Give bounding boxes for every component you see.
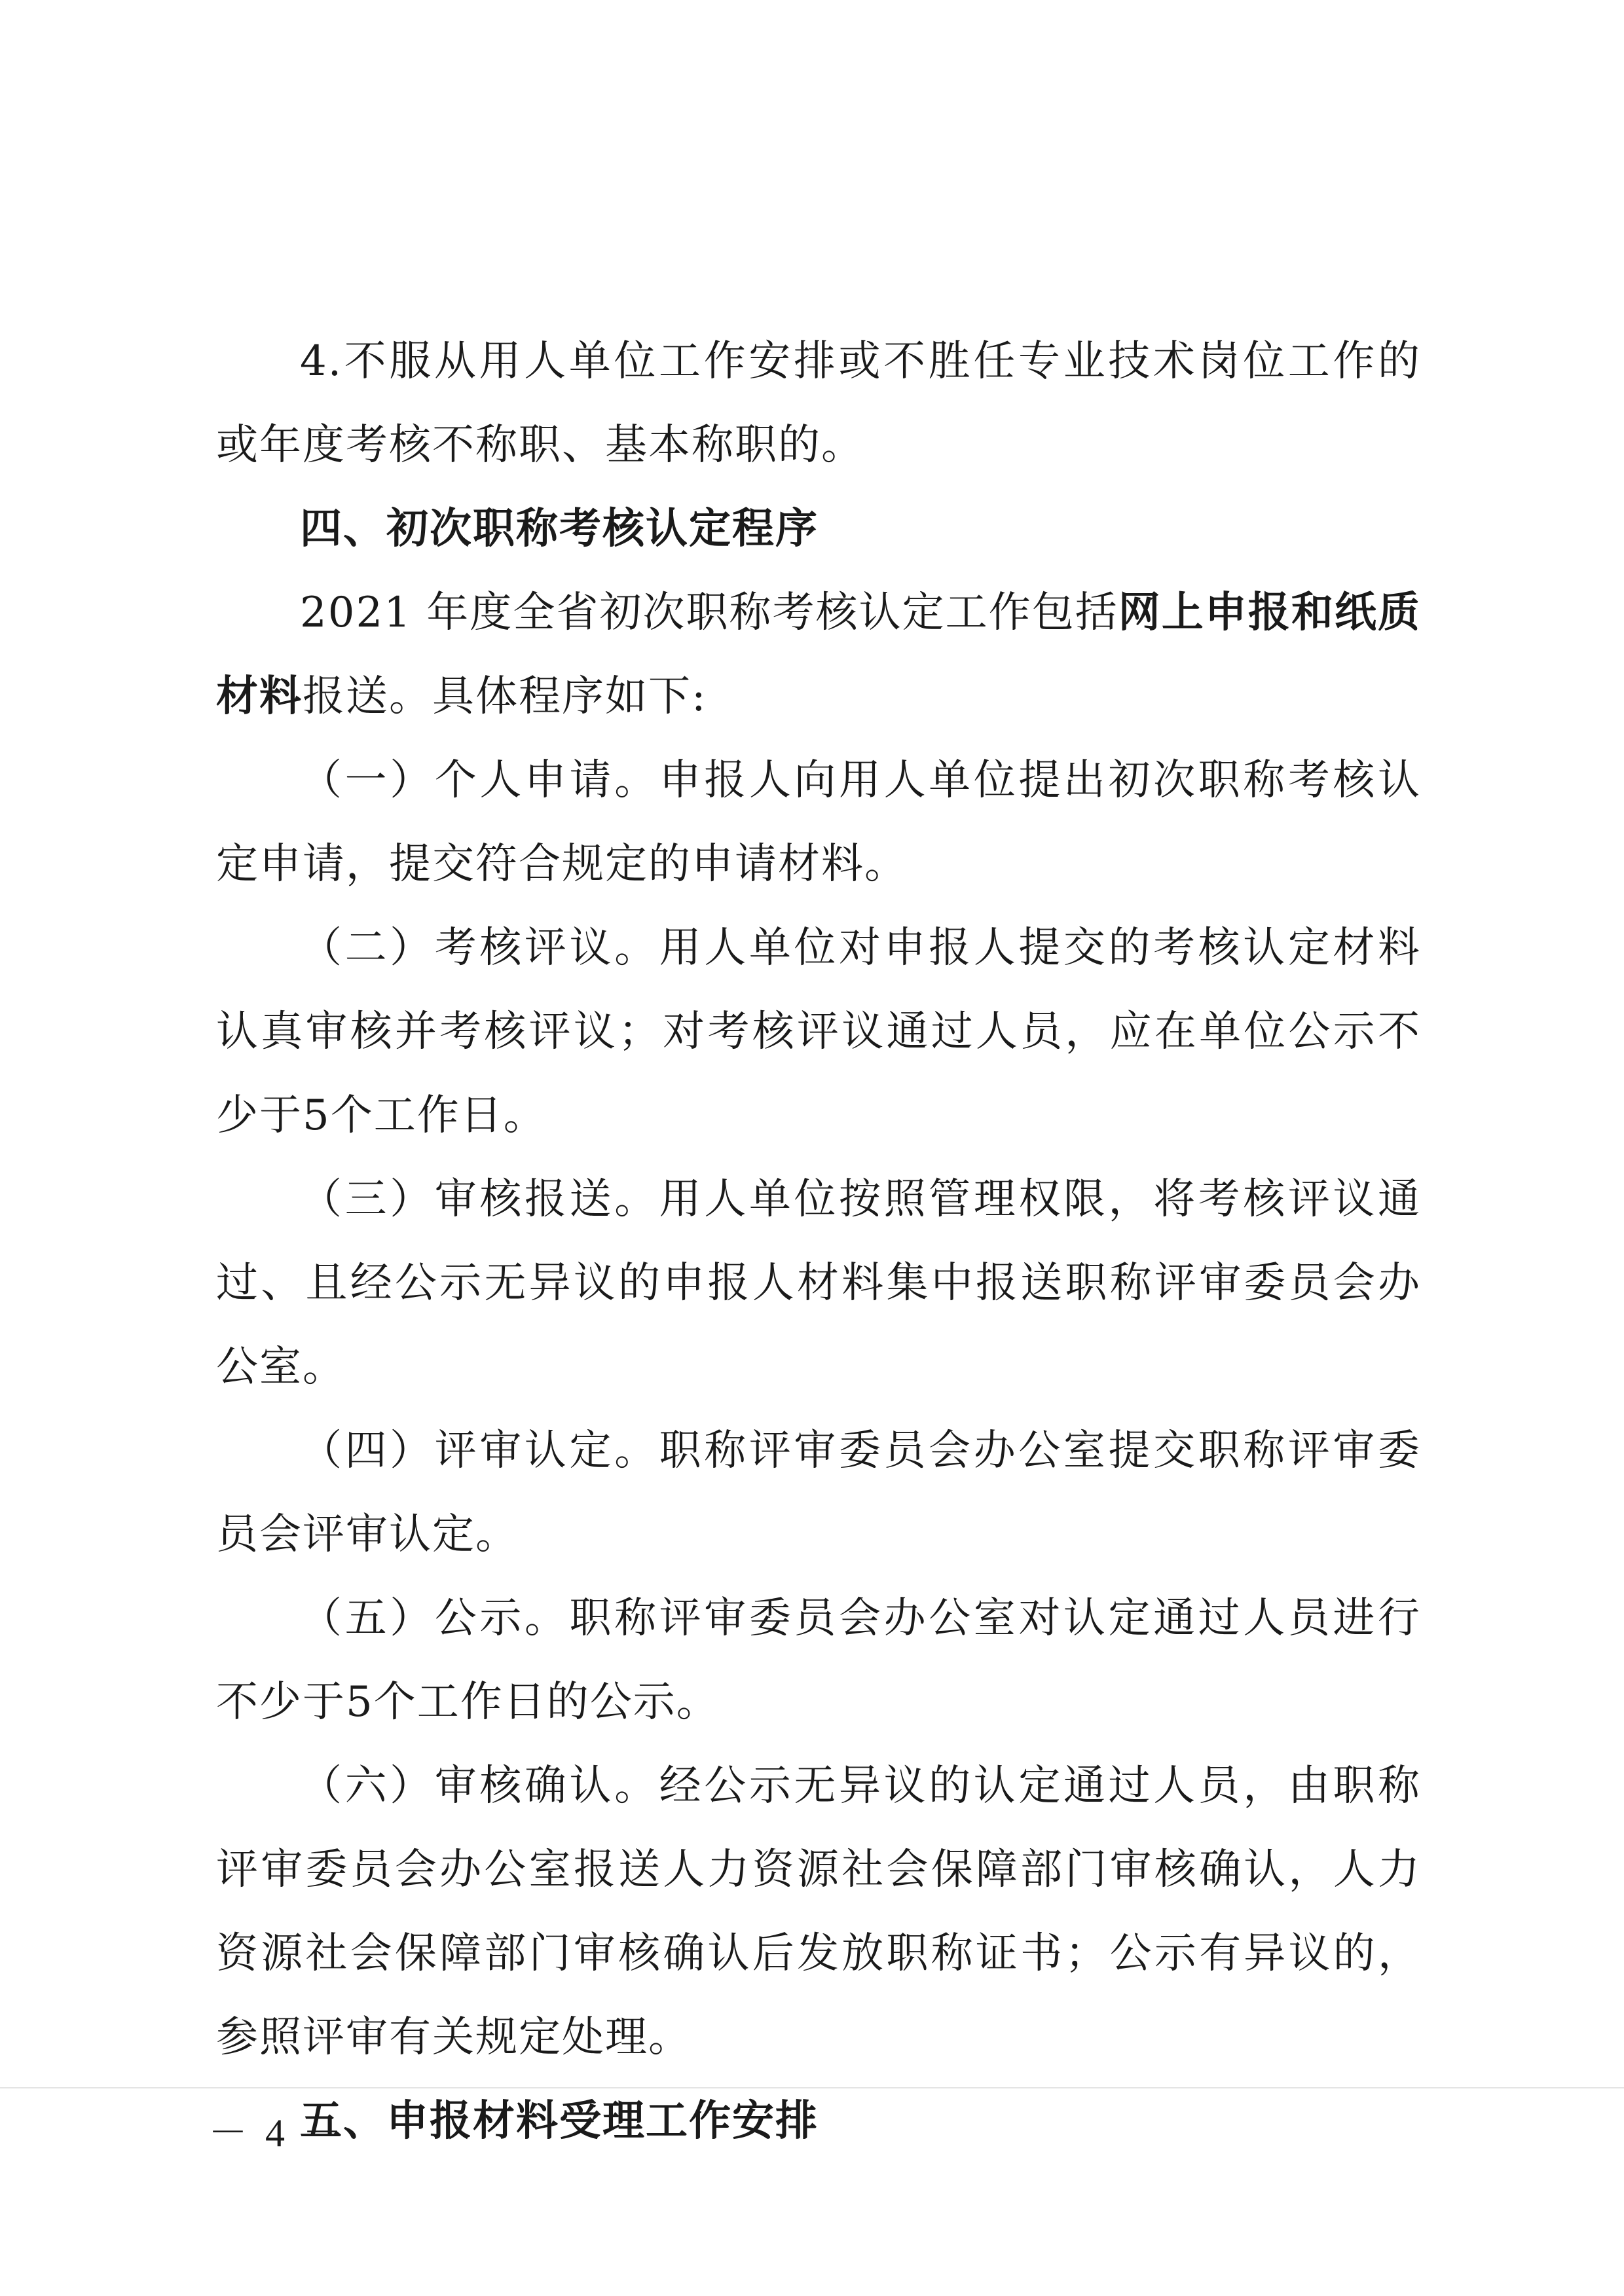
step-6-confirmation: （六）审核确认。经公示无异议的认定通过人员，由职称评审委员会办公室报送人力资源社会保障部门审核确认，人力资源社会保障部门审核确认后发放职称证书；公示有异议的，参照评审有关规定处理。 <box>216 1762 1421 2062</box>
step-5-publicity: （五）公示。职称评审委员会办公室对认定通过人员进行不少于5个工作日的公示。 <box>216 1594 1421 1726</box>
intro-text-e: 报送。具体程序如下: <box>303 672 707 721</box>
intro-text-a: 2021 年度全省初次职称考核认定工作包括 <box>300 589 1118 637</box>
section-heading-4: 四、初次职称考核认定程序 <box>300 505 819 553</box>
paragraph-procedure-intro <box>216 571 1421 738</box>
section-heading-5: 五、申报材料受理工作安排 <box>300 2097 819 2145</box>
step-3-submission: （三）审核报送。用人单位按照管理权限，将考核评议通过、且经公示无异议的申报人材料集中报送职称评审委员会办公室。 <box>216 1175 1421 1391</box>
intro-text-paper: 纸质材料 <box>216 589 1422 721</box>
paragraph-item-4: 4.不服从用人单位工作安排或不胜任专业技术岗位工作的或年度考核不称职、基本称职的。 <box>216 337 1421 469</box>
document-body <box>216 319 1421 2163</box>
footer-divider <box>0 2087 1624 2088</box>
page-number: － 4 － <box>208 2111 346 2155</box>
step-1-application: （一）个人申请。申报人向用人单位提出初次职称考核认定申请，提交符合规定的申请材料。 <box>216 756 1421 888</box>
intro-text-and: 和 <box>1291 589 1335 637</box>
intro-text-online: 网上申报 <box>1118 589 1291 637</box>
step-2-evaluation: （二）考核评议。用人单位对申报人提交的考核认定材料认真审核并考核评议；对考核评议通过人员，应在单位公示不少于5个工作日。 <box>216 924 1421 1140</box>
step-4-review: （四）评审认定。职称评审委员会办公室提交职称评审委员会评审认定。 <box>216 1427 1421 1559</box>
